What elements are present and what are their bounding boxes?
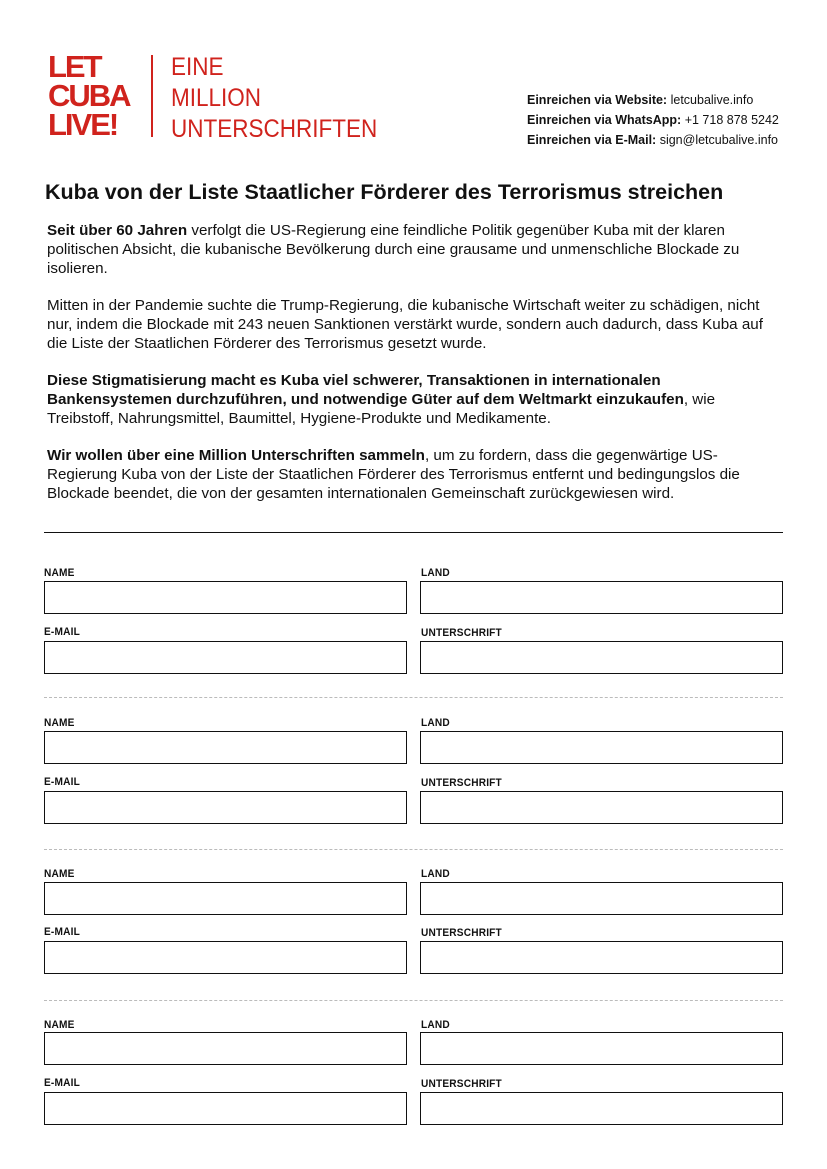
country-label: LAND: [421, 1019, 450, 1031]
name-field[interactable]: [44, 882, 407, 915]
email-label: E-MAIL: [44, 776, 80, 788]
contact-phone-link[interactable]: +1 718 878 5242: [684, 113, 779, 127]
name-label: NAME: [44, 1019, 75, 1031]
petition-text: [47, 221, 782, 521]
contact-website-link[interactable]: letcubalive.info: [670, 93, 754, 107]
entry-separator: [44, 1000, 783, 1001]
contact-label: Einreichen via E-Mail:: [527, 133, 657, 147]
name-label: NAME: [44, 868, 75, 880]
page-title: Kuba von der Liste Staatlicher Förderer des Terrorismus streichen: [45, 180, 724, 204]
country-field[interactable]: [420, 581, 783, 614]
logo-line: LET: [48, 49, 101, 84]
let-cuba-live-logo: [48, 49, 138, 142]
campaign-line: MILLION: [171, 84, 262, 112]
name-field[interactable]: [44, 731, 407, 764]
campaign-title: [171, 52, 377, 145]
country-field[interactable]: [420, 1032, 783, 1065]
contact-label: Einreichen via Website:: [527, 93, 668, 107]
paragraph-text: Mitten in der Pandemie suchte die Trump-Regierung, die kubanische Wirtschaft weiter zu schädigen, nicht nur, indem die Blockade mit 243 neuen Sanktionen verstärkt wurde, sondern auch dadurch, dass Kuba auf die Liste der Staatlichen Förderer des Terrorismus gesetzt wurde.: [47, 297, 763, 352]
signature-field[interactable]: [420, 1092, 783, 1125]
paragraph: [47, 371, 782, 428]
name-field[interactable]: [44, 1032, 407, 1065]
paragraph-bold: Wir wollen über eine Million Unterschriften sammeln: [47, 447, 425, 464]
entry-separator: [44, 697, 783, 698]
name-field[interactable]: [44, 581, 407, 614]
paragraph-text: , wie Treibstoff, Nahrungsmittel, Baumittel, Hygiene-Produkte und Medikamente.: [47, 391, 716, 427]
logo-divider: [151, 55, 153, 137]
paragraph-bold: Seit über 60 Jahren: [47, 222, 188, 239]
signature-field[interactable]: [420, 641, 783, 674]
signature-entry: [44, 868, 783, 988]
email-field[interactable]: [44, 641, 407, 674]
signature-entry: [44, 1019, 783, 1139]
signature-field[interactable]: [420, 941, 783, 974]
signature-label: UNTERSCHRIFT: [421, 927, 502, 939]
logo-line: LIVE!: [48, 107, 118, 142]
email-field[interactable]: [44, 941, 407, 974]
paragraph: [47, 446, 782, 503]
paragraph: [47, 221, 782, 278]
email-label: E-MAIL: [44, 626, 80, 638]
country-label: LAND: [421, 717, 450, 729]
country-field[interactable]: [420, 882, 783, 915]
signature-entry: [44, 717, 783, 837]
country-label: LAND: [421, 868, 450, 880]
campaign-line: EINE: [171, 53, 224, 81]
signature-label: UNTERSCHRIFT: [421, 1078, 502, 1090]
email-field[interactable]: [44, 791, 407, 824]
country-label: LAND: [421, 567, 450, 579]
entry-separator: [44, 849, 783, 850]
paragraph-text: verfolgt die US-Regierung eine feindliche Politik gegenüber Kuba mit der klaren politischen Absicht, die kubanische Bevölkerung durch eine grausame und unmenschliche Blockade zu isolieren.: [47, 222, 740, 277]
signature-entry: [44, 567, 783, 687]
email-label: E-MAIL: [44, 926, 80, 938]
signature-field[interactable]: [420, 791, 783, 824]
contact-info: [527, 90, 779, 150]
name-label: NAME: [44, 717, 75, 729]
contact-whatsapp: [527, 110, 779, 130]
signature-label: UNTERSCHRIFT: [421, 777, 502, 789]
signature-label: UNTERSCHRIFT: [421, 627, 502, 639]
contact-email-link[interactable]: sign@letcubalive.info: [659, 133, 779, 147]
country-field[interactable]: [420, 731, 783, 764]
section-divider: [44, 532, 783, 533]
paragraph-bold: Diese Stigmatisierung macht es Kuba viel schwerer, Transaktionen in internationalen Bankensystemen durchzuführen, und notwendige Güter auf dem Weltmarkt einzukaufen: [47, 372, 684, 408]
email-label: E-MAIL: [44, 1077, 80, 1089]
contact-label: Einreichen via WhatsApp:: [527, 113, 682, 127]
logo-line: CUBA: [48, 78, 130, 113]
campaign-line: UNTERSCHRIFTEN: [171, 115, 378, 143]
email-field[interactable]: [44, 1092, 407, 1125]
name-label: NAME: [44, 567, 75, 579]
paragraph: [47, 296, 782, 353]
contact-email: [527, 130, 779, 150]
paragraph-text: , um zu fordern, dass die gegenwärtige US-Regierung Kuba von der Liste der Staatlichen Förderer des Terrorismus entfernt und bedingungslos die Blockade beendet, die von der gesamten internationalen Gemeinschaft zurückgewiesen wird.: [47, 447, 740, 502]
contact-website: [527, 90, 779, 110]
